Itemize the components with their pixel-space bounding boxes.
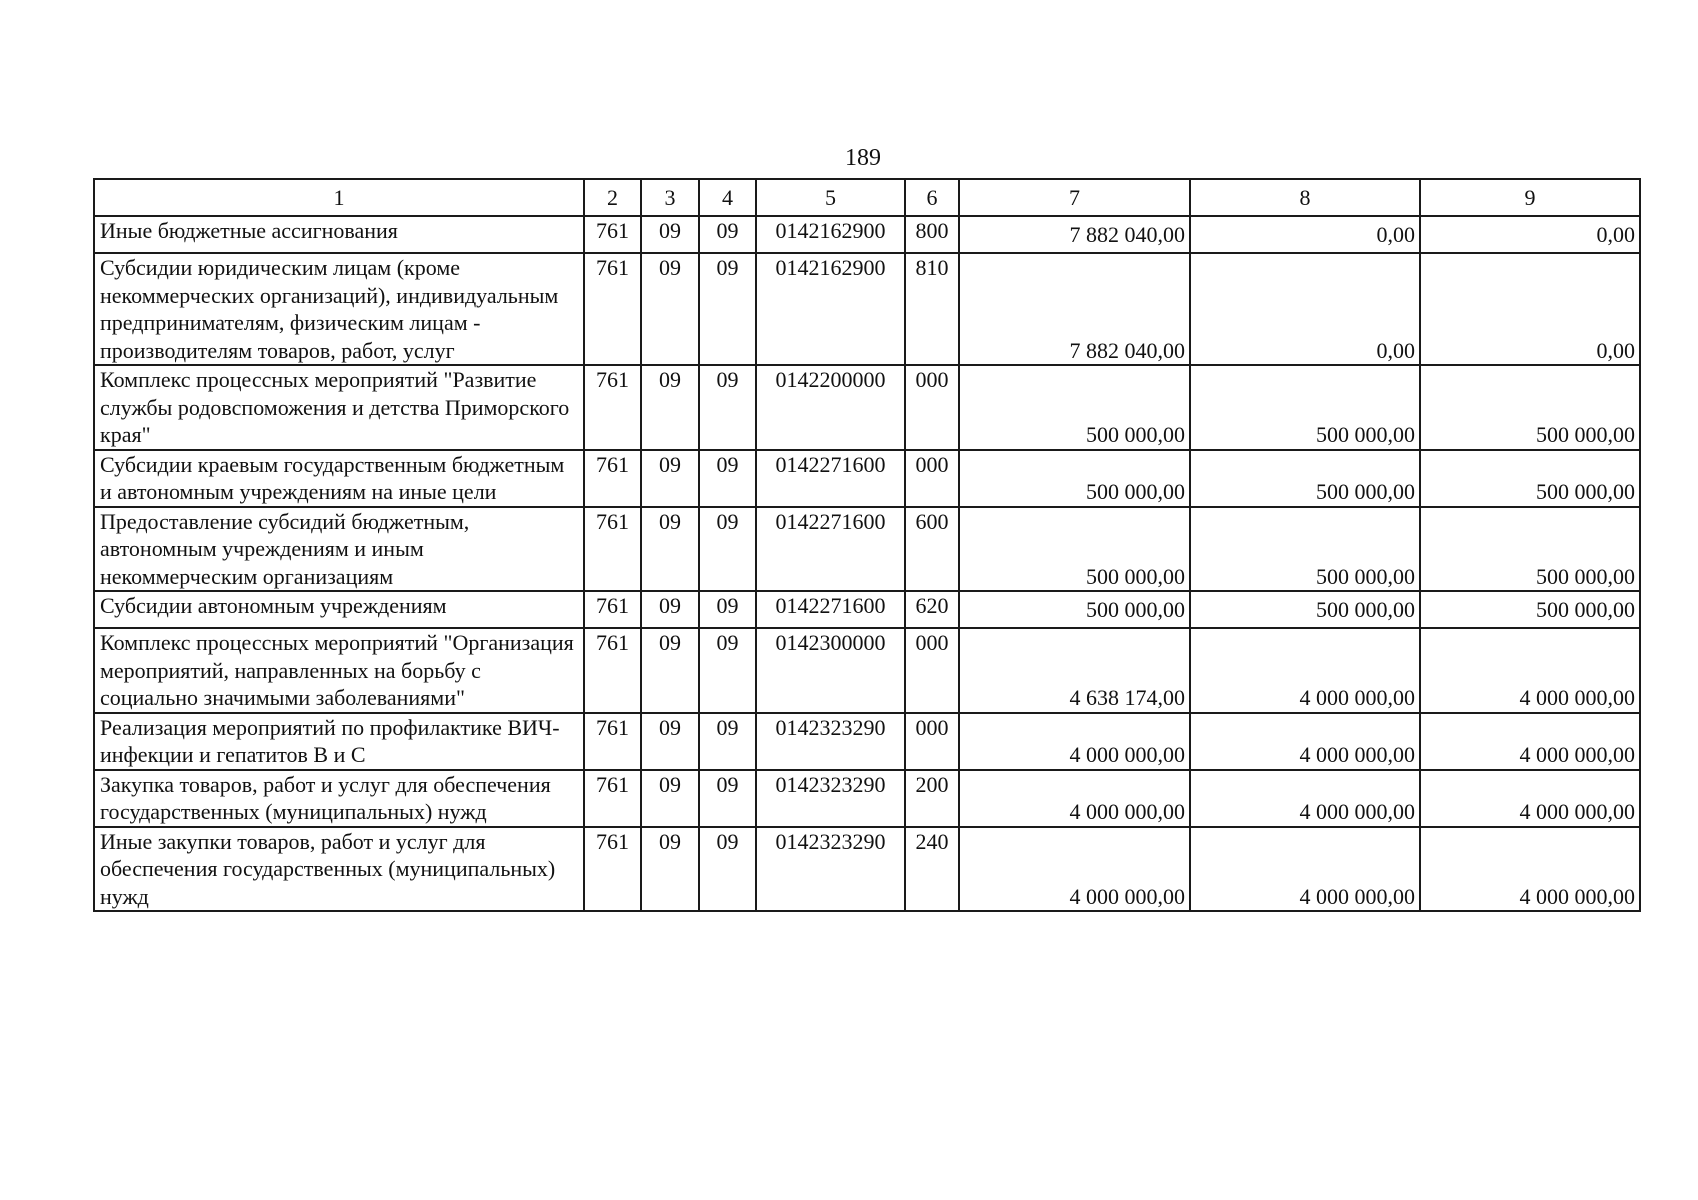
row-code-3: 09 — [641, 365, 699, 450]
row-amount-9: 0,00 — [1420, 216, 1640, 253]
row-code-3: 09 — [641, 628, 699, 713]
row-code-4: 09 — [699, 827, 756, 912]
row-code-6: 000 — [905, 628, 959, 713]
column-header-7: 7 — [959, 179, 1190, 216]
row-amount-9: 500 000,00 — [1420, 450, 1640, 507]
row-code-5: 0142323290 — [756, 713, 905, 770]
row-name: Иные бюджетные ассигнования — [94, 216, 584, 253]
row-code-2: 761 — [584, 628, 641, 713]
table-row — [94, 827, 1640, 912]
row-code-6: 600 — [905, 507, 959, 592]
row-name: Субсидии автономным учреждениям — [94, 591, 584, 628]
table-row — [94, 628, 1640, 713]
row-code-5: 0142323290 — [756, 770, 905, 827]
row-amount-9: 500 000,00 — [1420, 365, 1640, 450]
table-row — [94, 591, 1640, 628]
column-header-1: 1 — [94, 179, 584, 216]
row-code-6: 200 — [905, 770, 959, 827]
row-amount-7: 500 000,00 — [959, 507, 1190, 592]
row-amount-7: 7 882 040,00 — [959, 253, 1190, 365]
row-code-2: 761 — [584, 770, 641, 827]
budget-table — [93, 178, 1641, 912]
row-code-4: 09 — [699, 770, 756, 827]
column-header-8: 8 — [1190, 179, 1420, 216]
row-amount-9: 0,00 — [1420, 253, 1640, 365]
row-code-6: 000 — [905, 450, 959, 507]
column-header-6: 6 — [905, 179, 959, 216]
row-amount-8: 4 000 000,00 — [1190, 770, 1420, 827]
row-code-3: 09 — [641, 827, 699, 912]
row-code-4: 09 — [699, 450, 756, 507]
row-amount-8: 500 000,00 — [1190, 591, 1420, 628]
row-amount-9: 500 000,00 — [1420, 507, 1640, 592]
column-header-9: 9 — [1420, 179, 1640, 216]
row-name: Реализация мероприятий по профилактике ВИЧ-инфекции и гепатитов В и С — [94, 713, 584, 770]
row-code-4: 09 — [699, 216, 756, 253]
table-row — [94, 507, 1640, 592]
row-code-6: 240 — [905, 827, 959, 912]
row-code-3: 09 — [641, 450, 699, 507]
row-amount-8: 4 000 000,00 — [1190, 713, 1420, 770]
row-code-4: 09 — [699, 507, 756, 592]
row-code-2: 761 — [584, 827, 641, 912]
row-name: Комплекс процессных мероприятий "Организация мероприятий, направленных на борьбу с социально значимыми заболеваниями" — [94, 628, 584, 713]
row-amount-8: 500 000,00 — [1190, 507, 1420, 592]
table-row — [94, 216, 1640, 253]
row-amount-9: 4 000 000,00 — [1420, 770, 1640, 827]
row-name: Субсидии юридическим лицам (кроме некоммерческих организаций), индивидуальным предпринимателям, физическим лицам - производителям товаров, работ, услуг — [94, 253, 584, 365]
row-code-5: 0142200000 — [756, 365, 905, 450]
column-number-row — [94, 179, 1640, 216]
column-header-4: 4 — [699, 179, 756, 216]
row-code-4: 09 — [699, 713, 756, 770]
row-name: Субсидии краевым государственным бюджетным и автономным учреждениям на иные цели — [94, 450, 584, 507]
row-amount-7: 7 882 040,00 — [959, 216, 1190, 253]
row-code-5: 0142323290 — [756, 827, 905, 912]
table-row — [94, 713, 1640, 770]
row-code-2: 761 — [584, 365, 641, 450]
row-amount-8: 4 000 000,00 — [1190, 628, 1420, 713]
row-code-2: 761 — [584, 591, 641, 628]
row-code-6: 620 — [905, 591, 959, 628]
column-header-5: 5 — [756, 179, 905, 216]
row-code-2: 761 — [584, 450, 641, 507]
row-amount-8: 0,00 — [1190, 253, 1420, 365]
row-code-3: 09 — [641, 507, 699, 592]
row-code-4: 09 — [699, 253, 756, 365]
row-amount-7: 500 000,00 — [959, 365, 1190, 450]
row-amount-8: 500 000,00 — [1190, 450, 1420, 507]
row-amount-7: 500 000,00 — [959, 591, 1190, 628]
row-amount-8: 0,00 — [1190, 216, 1420, 253]
row-code-5: 0142300000 — [756, 628, 905, 713]
row-amount-7: 4 000 000,00 — [959, 770, 1190, 827]
row-amount-8: 4 000 000,00 — [1190, 827, 1420, 912]
row-amount-7: 4 000 000,00 — [959, 827, 1190, 912]
row-code-5: 0142271600 — [756, 507, 905, 592]
row-code-6: 000 — [905, 365, 959, 450]
row-code-4: 09 — [699, 591, 756, 628]
column-header-3: 3 — [641, 179, 699, 216]
table-row — [94, 450, 1640, 507]
row-name: Закупка товаров, работ и услуг для обеспечения государственных (муниципальных) нужд — [94, 770, 584, 827]
row-name: Предоставление субсидий бюджетным, автономным учреждениям и иным некоммерческим организациям — [94, 507, 584, 592]
table-row — [94, 253, 1640, 365]
row-amount-7: 500 000,00 — [959, 450, 1190, 507]
row-code-6: 810 — [905, 253, 959, 365]
row-code-5: 0142162900 — [756, 253, 905, 365]
row-code-2: 761 — [584, 713, 641, 770]
table-row — [94, 770, 1640, 827]
row-amount-9: 500 000,00 — [1420, 591, 1640, 628]
row-name: Комплекс процессных мероприятий "Развитие службы родовспоможения и детства Приморского края" — [94, 365, 584, 450]
row-amount-7: 4 000 000,00 — [959, 713, 1190, 770]
column-header-2: 2 — [584, 179, 641, 216]
row-amount-9: 4 000 000,00 — [1420, 628, 1640, 713]
row-code-3: 09 — [641, 591, 699, 628]
row-code-3: 09 — [641, 216, 699, 253]
row-code-3: 09 — [641, 253, 699, 365]
row-code-6: 800 — [905, 216, 959, 253]
row-amount-7: 4 638 174,00 — [959, 628, 1190, 713]
page-number: 189 — [845, 145, 881, 171]
row-code-4: 09 — [699, 628, 756, 713]
row-code-5: 0142162900 — [756, 216, 905, 253]
row-code-5: 0142271600 — [756, 450, 905, 507]
row-code-2: 761 — [584, 507, 641, 592]
row-code-6: 000 — [905, 713, 959, 770]
row-amount-9: 4 000 000,00 — [1420, 827, 1640, 912]
row-code-5: 0142271600 — [756, 591, 905, 628]
row-amount-9: 4 000 000,00 — [1420, 713, 1640, 770]
row-name: Иные закупки товаров, работ и услуг для обеспечения государственных (муниципальных) нужд — [94, 827, 584, 912]
row-code-3: 09 — [641, 770, 699, 827]
row-code-2: 761 — [584, 253, 641, 365]
row-code-4: 09 — [699, 365, 756, 450]
row-code-2: 761 — [584, 216, 641, 253]
row-amount-8: 500 000,00 — [1190, 365, 1420, 450]
table-row — [94, 365, 1640, 450]
row-code-3: 09 — [641, 713, 699, 770]
